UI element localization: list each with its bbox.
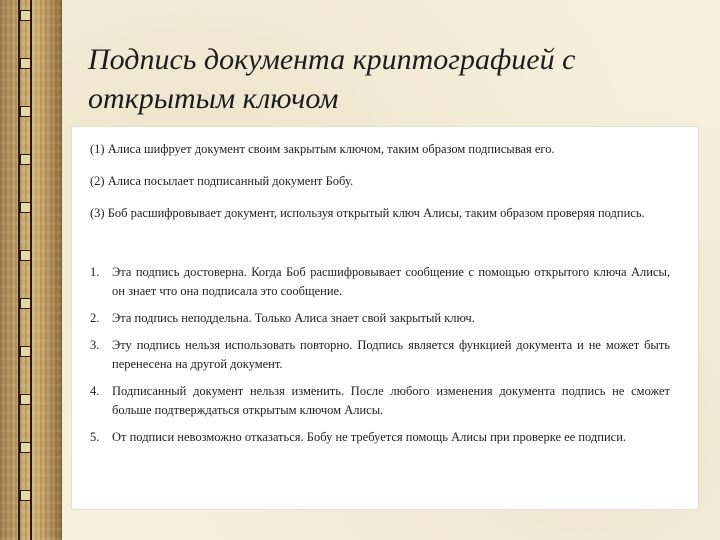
document-image [72, 127, 698, 509]
protocol-steps [90, 141, 670, 221]
protocol-step: (2) Алиса посылает подписанный документ Бобу. [90, 174, 354, 188]
signature-properties-list [90, 263, 670, 447]
list-item [90, 428, 670, 447]
list-item-number: 1. [90, 265, 100, 279]
strip-square [20, 10, 31, 21]
list-item-number: 2. [90, 311, 100, 325]
decorative-left-strip [0, 0, 62, 540]
list-item [90, 382, 670, 420]
strip-square [20, 154, 31, 165]
list-item-text: Подписанный документ нельзя изменить. После любого изменения документа подпись не сможет больше подтверждаться открытым ключом Алисы. [112, 384, 670, 417]
strip-line-left [18, 0, 20, 540]
protocol-step: (1) Алиса шифрует документ своим закрытым ключом, таким образом подписывая его. [90, 142, 555, 156]
strip-square [20, 250, 31, 261]
list-item-number: 3. [90, 338, 100, 352]
list-item-number: 4. [90, 384, 100, 398]
list-item-text: Эту подпись нельзя использовать повторно. Подпись является функцией документа и не может быть перенесена на другой документ. [112, 338, 670, 371]
list-item [90, 309, 670, 328]
protocol-step: (3) Боб расшифровывает документ, используя открытый ключ Алисы, таким образом проверяя подпись. [90, 206, 645, 220]
document-content [90, 141, 670, 455]
list-item [90, 263, 670, 301]
strip-square [20, 106, 31, 117]
list-item-text: От подписи невозможно отказаться. Бобу не требуется помощь Алисы при проверке ее подписи. [112, 430, 627, 444]
strip-line-right [30, 0, 32, 540]
strip-square [20, 442, 31, 453]
strip-square [20, 202, 31, 213]
strip-square [20, 298, 31, 309]
strip-square [20, 346, 31, 357]
list-item-number: 5. [90, 430, 100, 444]
list-item [90, 336, 670, 374]
strip-square [20, 394, 31, 405]
list-item-text: Эта подпись достоверна. Когда Боб расшифровывает сообщение с помощью открытого ключа Алисы, он знает что она подписала это сообщение. [112, 265, 670, 298]
list-item-text: Эта подпись неподдельна. Только Алиса знает свой закрытый ключ. [112, 311, 475, 325]
slide-title: Подпись документа криптографией с открытым ключом [88, 43, 576, 115]
strip-square [20, 490, 31, 501]
strip-square [20, 58, 31, 69]
